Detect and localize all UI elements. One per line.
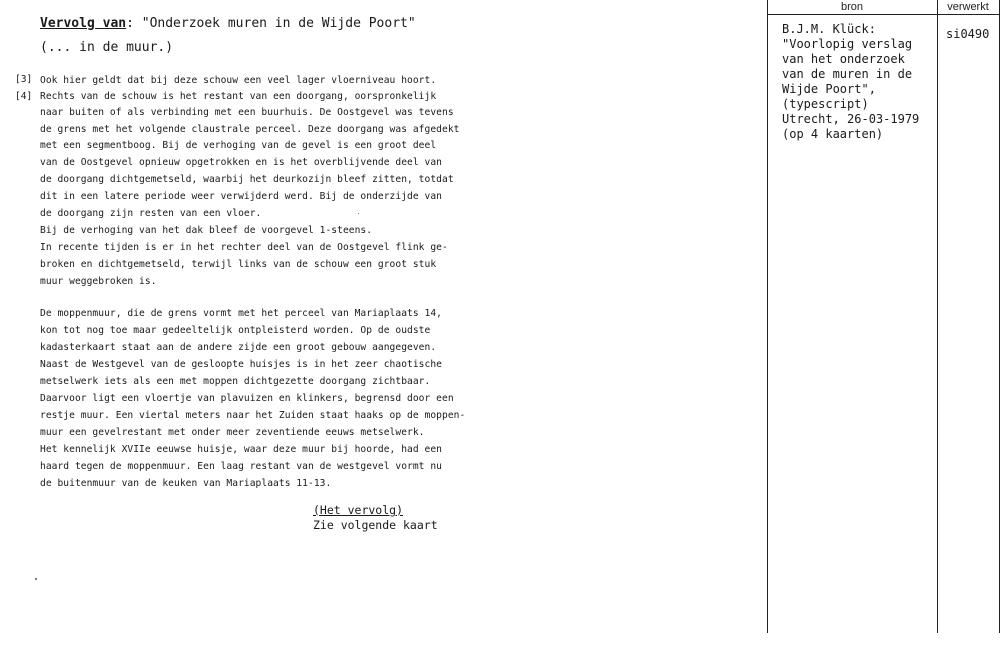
card-title (40, 16, 416, 31)
source-line: Wijde Poort", (782, 82, 876, 96)
text-line: Daarvoor ligt een vloertje van plavuizen en klinkers, begrensd door een (40, 393, 454, 404)
text-line: In recente tijden is er in het rechter deel van de Oostgevel flink ge- (40, 242, 448, 253)
text-line: muur weggebroken is. (40, 276, 157, 287)
text-line: Ook hier geldt dat bij deze schouw een veel lager vloerniveau hoort. (40, 75, 437, 86)
title-prefix: Vervolg van (40, 16, 127, 31)
source-line: van het onderzoek (782, 52, 905, 66)
text-line: de doorgang dichtgemetseld, waarbij het deurkozijn bleef zitten, totdat (40, 174, 454, 185)
continued-label: (Het vervolg) (313, 503, 404, 517)
column-divider (937, 0, 938, 633)
source-line: (op 4 kaarten) (782, 127, 884, 141)
text-line: Rechts van de schouw is het restant van een doorgang, oorspronkelijk (40, 91, 437, 102)
text-line: de doorgang zijn resten van een vloer. (40, 208, 262, 219)
source-line: van de muren in de (782, 67, 913, 81)
text-line: haard tegen de moppenmuur. Een laag restant van de westgevel vormt nu (40, 461, 442, 472)
header-rule (767, 14, 1000, 15)
text-line: Het kennelijk XVIIe eeuwse huisje, waar deze muur bij hoorde, had een (40, 444, 442, 455)
card-subtitle: (... in de muur.) (40, 40, 174, 55)
verwerkt-code: si0490 (946, 27, 990, 41)
verwerkt-column-header: verwerkt (947, 1, 989, 13)
paragraph-marker: [4] (15, 91, 33, 102)
source-line: B.J.M. Klück: (782, 22, 876, 36)
text-line: Bij de verhoging van het dak bleef de voorgevel 1-steens. (40, 225, 373, 236)
text-line: naar buiten of als verbinding met een buurhuis. De Oostgevel was tevens (40, 107, 454, 118)
scan-speck (35, 578, 37, 580)
source-line: "Voorlopig verslag (782, 37, 913, 51)
text-line: muur een gevelrestant met onder meer zeventiende eeuws metselwerk. (40, 427, 425, 438)
text-line: broken en dichtgemetseld, terwijl links van de schouw een groot stuk (40, 259, 437, 270)
text-line: de buitenmuur van de keuken van Mariaplaats 11-13. (40, 478, 332, 489)
title-rest: : "Onderzoek muren in de Wijde Poort" (126, 16, 416, 31)
text-line: met een segmentboog. Bij de verhoging van de gevel is een groot deel (40, 140, 437, 151)
text-line: kadasterkaart staat aan de andere zijde een groot gebouw aangegeven. (40, 342, 437, 353)
text-line: dit in een latere periode weer verwijderd werd. Bij de onderzijde van (40, 191, 442, 202)
text-line: restje muur. Een viertal meters naar het Zuiden staat haaks op de moppen- (40, 410, 466, 421)
source-line: (typescript) (782, 97, 869, 111)
text-line: van de Oostgevel opnieuw opgetrokken en is het overblijvende deel van (40, 157, 442, 168)
bron-column-header: bron (840, 1, 864, 13)
text-line: de grens met het volgende claustrale perceel. Deze doorgang was afgedekt (40, 124, 460, 135)
text-line: De moppenmuur, die de grens vormt met het perceel van Mariaplaats 14, (40, 308, 442, 319)
scan-speck (358, 213, 359, 214)
paragraph-marker: [3] (15, 74, 33, 85)
see-next-card-label: Zie volgende kaart (313, 518, 438, 532)
text-line: kon tot nog toe maar gedeeltelijk ontpleisterd worden. Op de oudste (40, 325, 431, 336)
text-line: Naast de Westgevel van de gesloopte huisjes is in het zeer chaotische (40, 359, 442, 370)
source-line: Utrecht, 26-03-1979 (782, 112, 920, 126)
text-line: metselwerk iets als een met moppen dichtgezette doorgang zichtbaar. (40, 376, 431, 387)
panel-divider (767, 0, 768, 633)
